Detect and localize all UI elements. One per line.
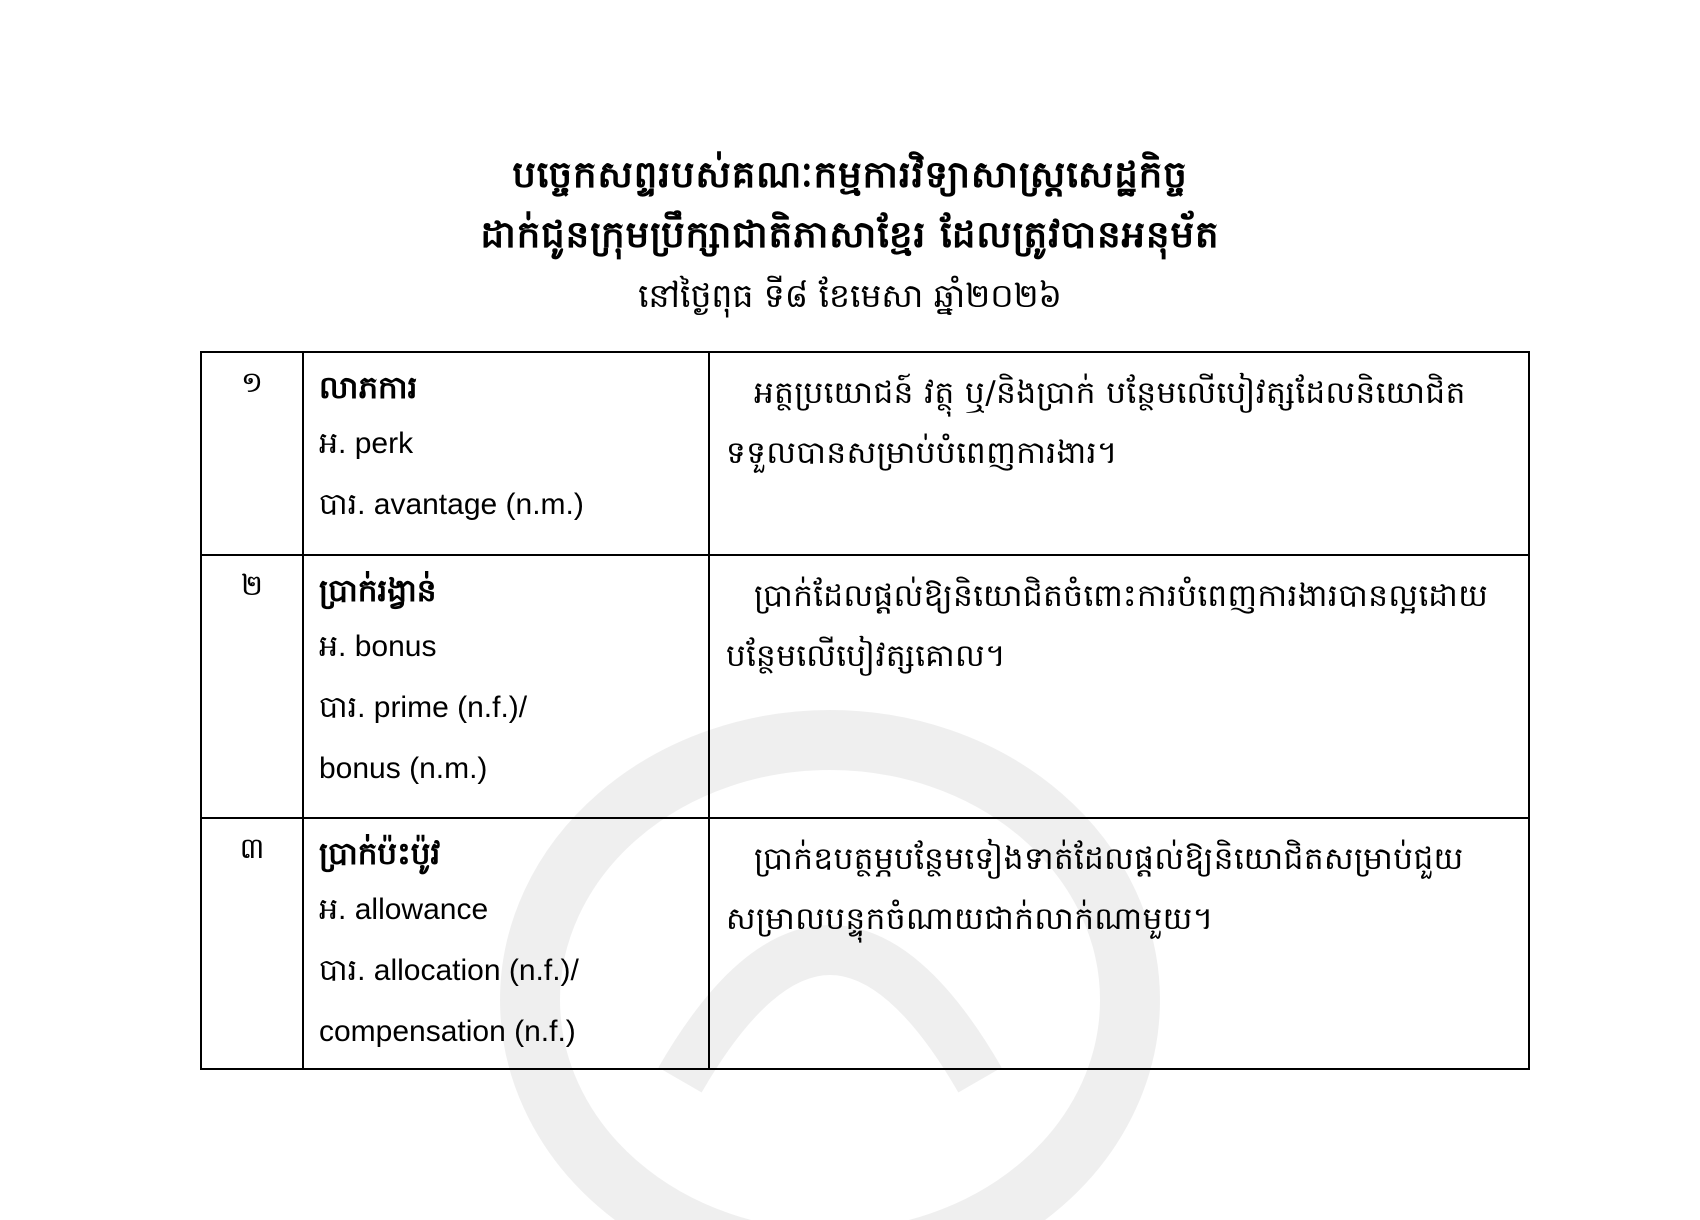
document-header (0, 145, 1700, 327)
term-french: បារ. avantage (n.m.) (319, 488, 584, 521)
term-definition: អត្ថប្រយោជន៍ វត្ថុ ឬ/និងប្រាក់ បន្ថែមលើបៀវត្សដែលនិយោជិតទទួលបានសម្រាប់បំពេញការងារ។ (726, 375, 1466, 471)
term-french-continued: bonus (n.m.) (319, 752, 488, 785)
term-number: ៣ (201, 818, 303, 1069)
term-cell (303, 818, 709, 1069)
term-number: ២ (201, 555, 303, 818)
table-row (201, 818, 1529, 1069)
term-definition: ប្រាក់ឧបត្ថម្ភបន្ថែមទៀងទាត់ដែលផ្តល់ឱ្យនិយោជិតសម្រាប់ជួយសម្រាលបន្ទុកចំណាយជាក់លាក់ណាមួយ។ (726, 841, 1464, 937)
term-definition-cell (709, 555, 1529, 818)
term-khmer: ប្រាក់ប៉ះប៉ូវ (319, 836, 441, 872)
term-english: អ. allowance (319, 893, 489, 926)
term-khmer: លាភការ (319, 370, 418, 406)
term-cell (303, 555, 709, 818)
terms-table (200, 351, 1530, 1070)
table-row (201, 352, 1529, 555)
term-french-continued: compensation (n.f.) (319, 1015, 576, 1048)
term-french: បារ. allocation (n.f.)/ (319, 954, 579, 987)
term-number: ១ (201, 352, 303, 555)
table-row (201, 555, 1529, 818)
term-definition: ប្រាក់ដែលផ្តល់ឱ្យនិយោជិតចំពោះការបំពេញការងារបានល្អដោយបន្ថែមលើបៀវត្សគោល។ (726, 578, 1489, 674)
term-khmer: ប្រាក់រង្វាន់ (319, 573, 437, 609)
term-cell (303, 352, 709, 555)
term-definition-cell (709, 818, 1529, 1069)
document-date: នៅថ្ងៃពុធ ទី៨ ខែមេសា ឆ្នាំ២០២៦ (638, 276, 1062, 315)
term-definition-cell (709, 352, 1529, 555)
term-english: អ. perk (319, 427, 414, 460)
term-french: បារ. prime (n.f.)/ (319, 691, 528, 724)
document-title-line-2: ដាក់ជូនក្រុមប្រឹក្សាជាតិភាសាខ្មែរ ដែលត្រូវបានអនុម័ត (480, 213, 1220, 256)
term-english: អ. bonus (319, 630, 437, 663)
document-title-line-1: បច្ចេកសព្ទរបស់គណៈកម្មការវិទ្យាសាស្ត្រសេដ្ឋកិច្ច (512, 153, 1188, 196)
